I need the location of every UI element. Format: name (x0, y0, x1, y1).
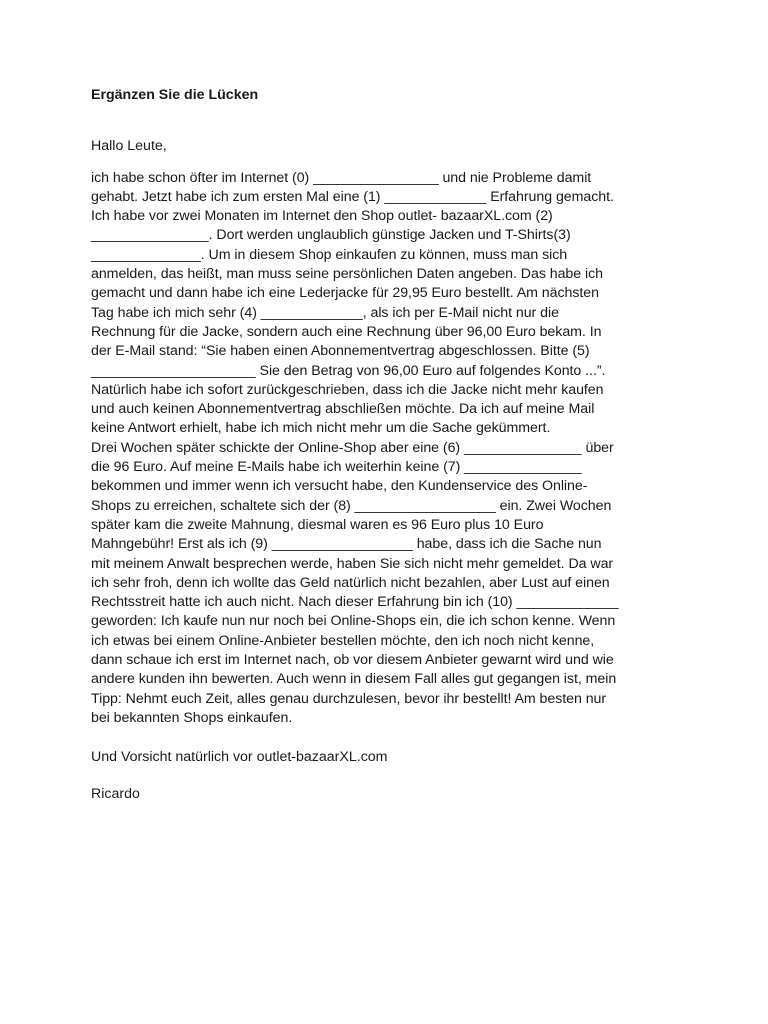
body-line: ______________. Um in diesem Shop einkaufen zu können, muss man sich (91, 246, 568, 263)
letter-body (91, 169, 719, 729)
body-line: anmelden, das heißt, man muss seine persönlichen Daten angeben. Das habe ich (91, 266, 603, 283)
body-line: geworden: Ich kaufe nun nur noch bei Online-Shops ein, die ich schon kenne. Wenn (91, 613, 616, 630)
body-line: später kam die zweite Mahnung, diesmal waren es 96 Euro plus 10 Euro (91, 516, 544, 533)
body-line: bei bekannten Shops einkaufen. (91, 709, 293, 726)
body-line: und auch keinen Abonnementvertrag abschließen möchte. Da ich auf meine Mail (91, 401, 595, 418)
body-line: Drei Wochen später schickte der Online-Shop aber eine (6) _______________ über (91, 439, 614, 456)
body-line: gehabt. Jetzt habe ich zum ersten Mal eine (1) _____________ Erfahrung gemacht. (91, 188, 614, 205)
body-line: dann schaue ich erst im Internet nach, ob vor diesem Anbieter gewarnt wird und wie (91, 652, 614, 669)
body-line: Shops zu erreichen, schaltete sich der (8) __________________ ein. Zwei Wochen (91, 497, 612, 514)
closing-line: Und Vorsicht natürlich vor outlet-bazaarXL.com (91, 749, 388, 766)
body-line: ich etwas bei einem Online-Anbieter bestellen möchte, den ich noch nicht kenne, (91, 632, 595, 649)
body-line: bekommen und immer wenn ich versucht habe, den Kundenservice des Online- (91, 478, 588, 495)
body-line: Tag habe ich mich sehr (4) _____________, als ich per E-Mail nicht nur die (91, 304, 559, 321)
body-line: _______________. Dort werden unglaublich günstige Jacken und T-Shirts(3) (91, 227, 571, 244)
document-page (91, 86, 719, 804)
body-line: Ich habe vor zwei Monaten im Internet den Shop outlet- bazaarXL.com (2) (91, 208, 553, 225)
greeting-line: Hallo Leute, (91, 138, 167, 155)
body-line: ich habe schon öfter im Internet (0) ________________ und nie Probleme damit (91, 169, 592, 186)
body-line: Natürlich habe ich sofort zurückgeschrieben, dass ich die Jacke nicht mehr kaufen (91, 381, 604, 398)
body-line: Rechnung für die Jacke, sondern auch eine Rechnung über 96,00 Euro bekam. In (91, 323, 602, 340)
body-line: der E-Mail stand: “Sie haben einen Abonnementvertrag abgeschlossen. Bitte (5) (91, 343, 590, 360)
signature: Ricardo (91, 785, 140, 802)
body-line: _____________________ Sie den Betrag von 96,00 Euro auf folgendes Konto ...”. (91, 362, 606, 379)
document-title: Ergänzen Sie die Lücken (91, 87, 259, 103)
body-line: ich sehr froh, denn ich wollte das Geld natürlich nicht bezahlen, aber Lust auf einen (91, 574, 610, 591)
body-line: andere kunden ihn bewerten. Auch wenn in diesem Fall alles gut gegangen ist, mein (91, 671, 617, 688)
body-line: Rechtsstreit hatte ich auch nicht. Nach dieser Erfahrung bin ich (10) _____________ (91, 594, 619, 611)
body-line: gemacht und dann habe ich eine Lederjacke für 29,95 Euro bestellt. Am nächsten (91, 285, 599, 302)
body-line: keine Antwort erhielt, habe ich mich nicht mehr um die Sache gekümmert. (91, 420, 551, 437)
body-line: die 96 Euro. Auf meine E-Mails habe ich weiterhin keine (7) _______________ (91, 459, 582, 476)
body-line: mit meinem Anwalt besprechen werde, haben Sie sich nicht mehr gemeldet. Da war (91, 555, 614, 572)
body-line: Tipp: Nehmt euch Zeit, alles genau durchzulesen, bevor ihr bestellt! Am besten nur (91, 690, 607, 707)
body-line: Mahngebühr! Erst als ich (9) __________________ habe, dass ich die Sache nun (91, 536, 602, 553)
